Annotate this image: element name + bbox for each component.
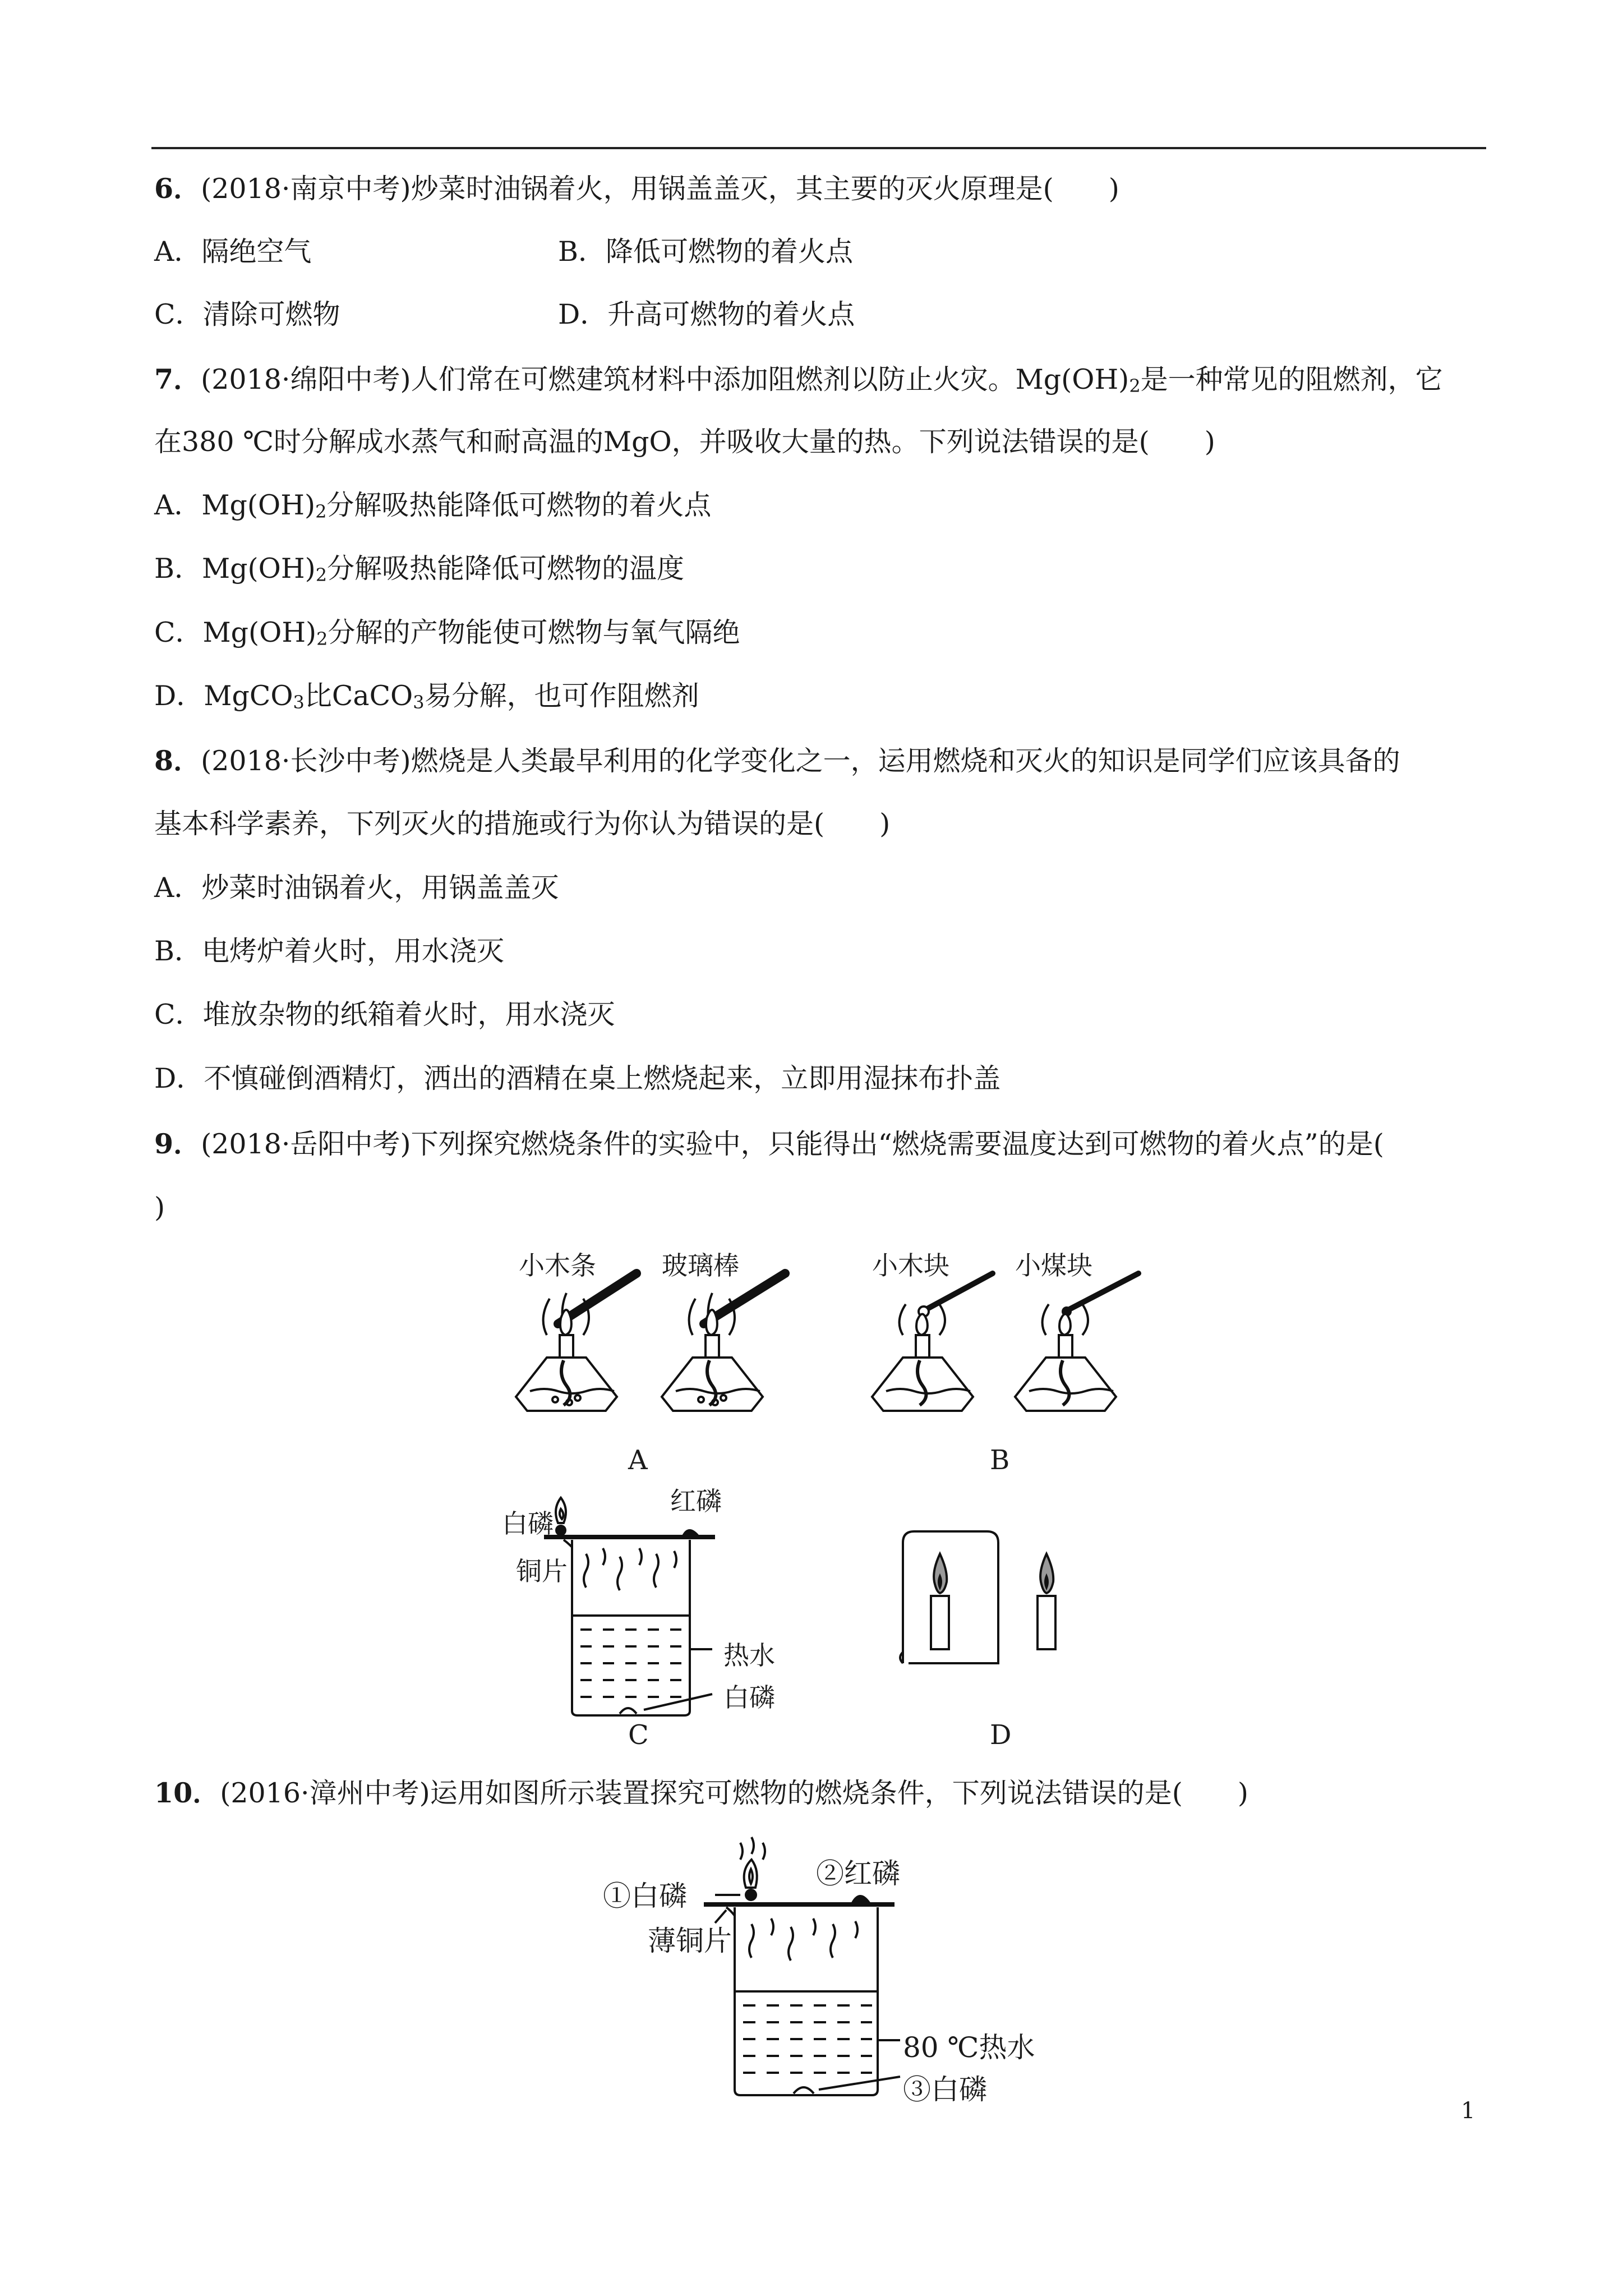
alcohol-lamp-icon <box>516 1293 617 1411</box>
q9-number: 9． <box>154 1128 201 1160</box>
alcohol-lamp-icon <box>872 1304 973 1411</box>
label-glass-rod: 玻璃棒 <box>662 1250 739 1281</box>
q6-stem <box>154 171 1119 206</box>
label-wood-strip: 小木条 <box>519 1250 596 1281</box>
candle-icon <box>931 1596 949 1649</box>
q8-option-b: B．电烤炉着火时，用水浇灭 <box>154 935 505 967</box>
q7-stem-line1: 7．(2018·绵阳中考)人们常在可燃建筑材料中添加阻燃剂以防止火灾。$Mg(OH)_2$是一种常见的阻燃剂，它 <box>154 363 1443 397</box>
caption-c: C <box>628 1719 649 1751</box>
q8-option-a: A．炒菜时油锅着火，用锅盖盖灭 <box>154 872 559 904</box>
red-phosphorus-icon <box>683 1530 698 1536</box>
label-white-phosphorus-bottom: 白磷 <box>723 1682 775 1713</box>
label-q10-hot-water: 80 ℃热水 <box>903 2031 1035 2064</box>
q6-text: 炒菜时油锅着火，用锅盖盖灭，其主要的灭火原理是( ) <box>411 173 1119 205</box>
label-coal-block: 小煤块 <box>1015 1250 1092 1281</box>
q8-option-d: D．不慎碰倒酒精灯，洒出的酒精在桌上燃烧起来，立即用湿抹布扑盖 <box>154 1062 1001 1094</box>
q7-option-d: D．MgCO$_3$比CaCO$_3$易分解，也可作阻燃剂 <box>154 680 699 713</box>
label-hot-water: 热水 <box>723 1640 775 1671</box>
q9-source: (2018·岳阳中考) <box>201 1128 411 1160</box>
page-number: 1 <box>1461 2098 1476 2124</box>
q7-option-c: C．$Mg(OH)_2$分解的产物能使可燃物与氧气隔绝 <box>154 616 740 650</box>
q8-option-c: C．堆放杂物的纸箱着火时，用水浇灭 <box>154 999 615 1030</box>
header-rule <box>151 147 1486 149</box>
white-phosphorus-icon <box>794 2087 814 2093</box>
q8-stem-line2: 基本科学素养，下列灭火的措施或行为你认为错误的是( ) <box>154 808 891 840</box>
white-phosphorus-icon <box>620 1708 637 1714</box>
q6-option-b: B．降低可燃物的着火点 <box>558 236 854 268</box>
caption-a: A <box>628 1444 648 1476</box>
q7-option-a: A．$Mg(OH)_2$分解吸热能降低可燃物的着火点 <box>154 489 712 522</box>
label-copper-sheet: 铜片 <box>516 1556 568 1586</box>
q10-number: 10． <box>154 1777 220 1809</box>
candle-icon <box>1038 1596 1055 1649</box>
q8-source: (2018·长沙中考) <box>201 745 411 777</box>
label-q10-red-phosphorus-2: ②红磷 <box>816 1857 900 1890</box>
q9-stem-line1: 9．(2018·岳阳中考)下列探究燃烧条件的实验中，只能得出“燃烧需要温度达到可燃物的着火点”的是( <box>154 1128 1384 1160</box>
q10-source: (2016·漳州中考) <box>220 1777 430 1809</box>
red-phosphorus-icon <box>852 1896 869 1903</box>
alcohol-lamp-icon <box>662 1293 763 1411</box>
q7-number: 7． <box>154 363 201 395</box>
q8-number: 8． <box>154 744 201 777</box>
alcohol-lamp-icon <box>1015 1304 1116 1411</box>
q6-option-c: C．清除可燃物 <box>154 298 340 330</box>
q9-figure-c <box>544 1487 735 1722</box>
q6-option-d: D．升高可燃物的着火点 <box>558 298 855 330</box>
q6-option-a: A．隔绝空气 <box>154 236 312 268</box>
label-white-phosphorus-top: 白磷 <box>502 1508 554 1539</box>
caption-b: B <box>990 1444 1010 1476</box>
q7-source: (2018·绵阳中考) <box>201 364 411 395</box>
glass-cover-icon <box>903 1531 998 1663</box>
q9-stem-line2: ) <box>154 1191 165 1223</box>
label-red-phosphorus: 红磷 <box>670 1486 722 1516</box>
q6-source: (2018·南京中考) <box>201 173 411 205</box>
q7-stem-line2: 在380 ℃时分解成水蒸气和耐高温的MgO，并吸收大量的热。下列说法错误的是( ) <box>154 426 1215 458</box>
q7-option-b: B．$Mg(OH)_2$分解吸热能降低可燃物的温度 <box>154 553 685 586</box>
label-q10-white-phosphorus-1: ①白磷 <box>603 1880 687 1912</box>
q10-stem: 10．(2016·漳州中考)运用如图所示装置探究可燃物的燃烧条件，下列说法错误的是( ) <box>154 1777 1248 1809</box>
q9-figure-d <box>892 1526 1094 1672</box>
q8-stem-line1: 8．(2018·长沙中考)燃烧是人类最早利用的化学变化之一，运用燃烧和灭火的知识是同学们应该具备的 <box>154 744 1400 777</box>
label-wood-block: 小木块 <box>872 1250 949 1281</box>
label-q10-thin-copper-sheet: 薄铜片 <box>648 1925 732 1957</box>
label-q10-white-phosphorus-3: ③白磷 <box>903 2073 987 2106</box>
caption-d: D <box>990 1719 1012 1751</box>
beaker-icon <box>572 1540 690 1715</box>
q6-number: 6． <box>154 172 201 205</box>
